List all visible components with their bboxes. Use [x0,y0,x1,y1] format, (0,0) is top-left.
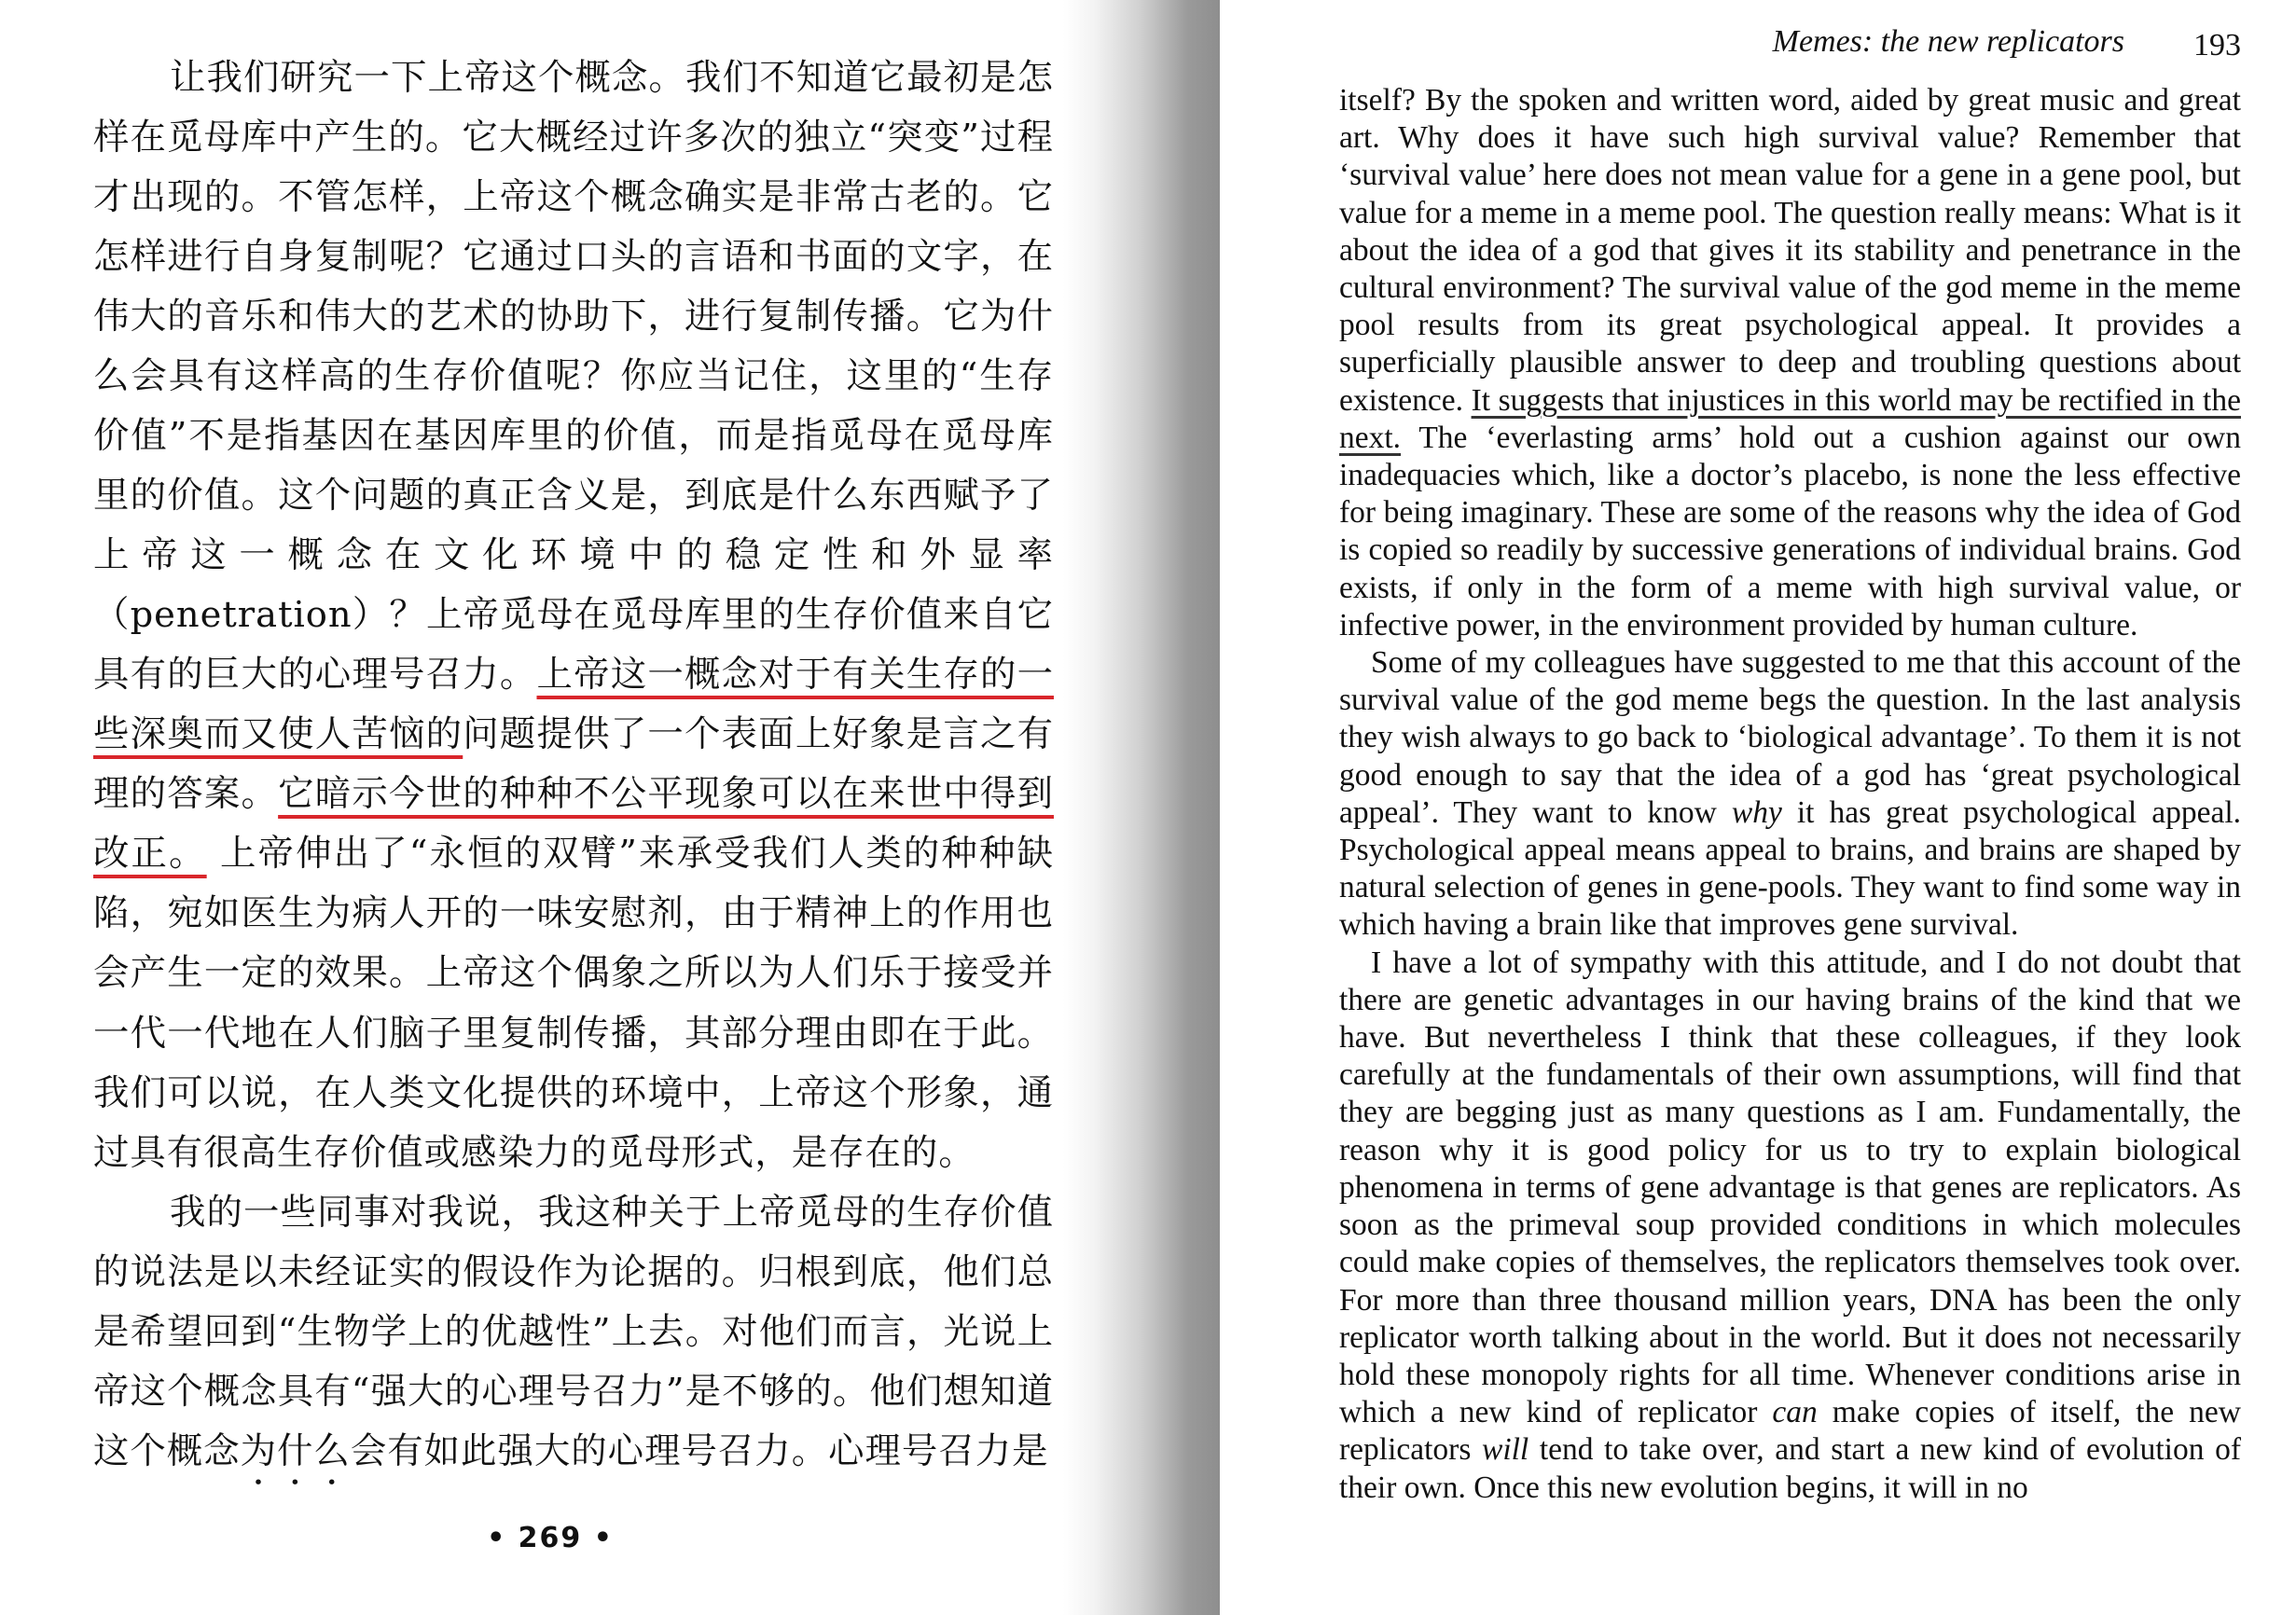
underlined-sentence: It suggests that injustices in this world may be rectified in the next. [1339,382,2241,455]
right-page-english [1220,0,2296,1615]
running-header [1220,24,2241,71]
left-page-number: • 269 • [487,1522,614,1554]
english-paragraph-1: itself? By the spoken and written word, aided by great music and great art. Why does it have such high survival value? Remember that ‘survival value’ here does not mean value for a gene in a gene pool, but value for a meme in a meme pool. The question really means: What is it about the idea of a god that gives it its stability and penetrance in the cultural environment? The survival value of the god meme in the meme pool results from its great psychological appeal. It provides a superficially plausible answer to deep and troubling questions about existence. It suggests that injustices in this world may be rectified in the next. The ‘everlasting arms’ hold out a cushion against our own inadequacies which, like a doctor’s placebo, is none the less effective for being imaginary. These are some of the reasons why the idea of God is copied so readily by successive generations of individual brains. God exists, if only in the form of a meme with high survival value, or infective power, in the environment provided by human culture. [1339,83,2241,642]
emphasis-dotted-word: 为什么 [240,1429,351,1472]
italic-will: will [1481,1432,1529,1468]
book-gutter-shadow [1063,0,1220,1615]
chinese-paragraph-1: 让我们研究一下上帝这个概念。我们不知道它最初是怎样在觅母库中产生的。它大概经过许多次的独立“突变”过程才出现的。不管怎样，上帝这个概念确实是非常古老的。它怎样进行自身复制呢？它通过口头的言语和书面的文字，在伟大的音乐和伟大的艺术的协助下，进行复制传播。它为什么会具有这样高的生存价值呢？你应当记住，这里的“生存价值”不是指基因在基因库里的价值，而是指觅母在觅母库里的价值。这个问题的真正含义是，到底是什么东西赋予了上帝这一概念在文化环境中的稳定性和外显率（penetration）？上帝觅母在觅母库里的生存价值来自它具有的巨大的心理号召力。上帝这一概念对于有关生存的一些深奥而又使人苦恼的问题提供了一个表面上好象是言之有理的答案。它暗示今世的种种不公平现象可以在来世中得到改正。 上帝伸出了“永恒的双臂”来承受我们人类的种种缺陷，宛如医生为病人开的一味安慰剂，由于精神上的作用也会产生一定的效果。上帝这个偶象之所以为人们乐于接受并一代一代地在人们脑子里复制传播，其部分理由即在于此。我们可以说，在人类文化提供的环境中，上帝这个形象，通过具有很高生存价值或感染力的觅母形式，是存在的。 [93,57,1055,1174]
english-paragraph-3: I have a lot of sympathy with this attitude, and I do not doubt that there are genetic advantages in our having brains of the kind that we have. But nevertheless I think that these colleagues, if they look carefully at the fundamentals of their own assumptions, will find that they are begging just as many questions as I am. Fundamentally, the reason why it is good policy for us to try to explain biological phenomena in terms of gene advantage is that genes are replicators. As soon as the primeval soup provided conditions in which molecules could make copies of themselves, the replicators themselves took over. For more than three thousand million years, DNA has been the only replicator worth talking about in the world. But it does not necessarily hold these monopoly rights for all time. Whenever conditions arise in which a new kind of replicator can make copies of itself, the new replicators will tend to take over, and start a new kind of evolution of their own. Once this new evolution begins, it will in no [1339,945,2241,1505]
english-paragraph-2: Some of my colleagues have suggested to me that this account of the survival value of the god meme begs the question. In the last analysis they wish always to go back to ‘biological advantage’. To them it is not good enough to say that the idea of a god has ‘great psychological appeal’. They want to know why it has great psychological appeal. Psychological appeal means appeal to brains, and brains are shaped by natural selection of genes in gene-pools. They want to find some way in which having a brain like that improves gene survival. [1339,645,2241,943]
english-body-text [1339,82,2241,1507]
red-underlined-sentence-2: 它暗示今世的种种不公平现象可以在来世中得到改正。 [93,773,1055,876]
red-underlined-sentence-1: 上帝这一概念对于有关生存的一些深奥而又使人苦恼的 [93,654,1054,756]
right-page-number: 193 [2193,28,2241,62]
running-head-title: Memes: the new replicators [1772,24,2124,59]
chinese-paragraph-2: 我的一些同事对我说，我这种关于上帝觅母的生存价值的说法是以未经证实的假设作为论据的。归根到底，他们总是希望回到“生物学上的优越性”上去。对他们而言，光说上帝这个概念具有“强大的心理号召力”是不够的。他们想知道这个概念为什么会有如此强大的心理号召力。心理号召力是 [93,1191,1054,1472]
chinese-body-text [93,48,1054,1493]
italic-can: can [1772,1395,1818,1430]
italic-why: why [1731,794,1782,830]
left-page-chinese [0,0,1100,1615]
